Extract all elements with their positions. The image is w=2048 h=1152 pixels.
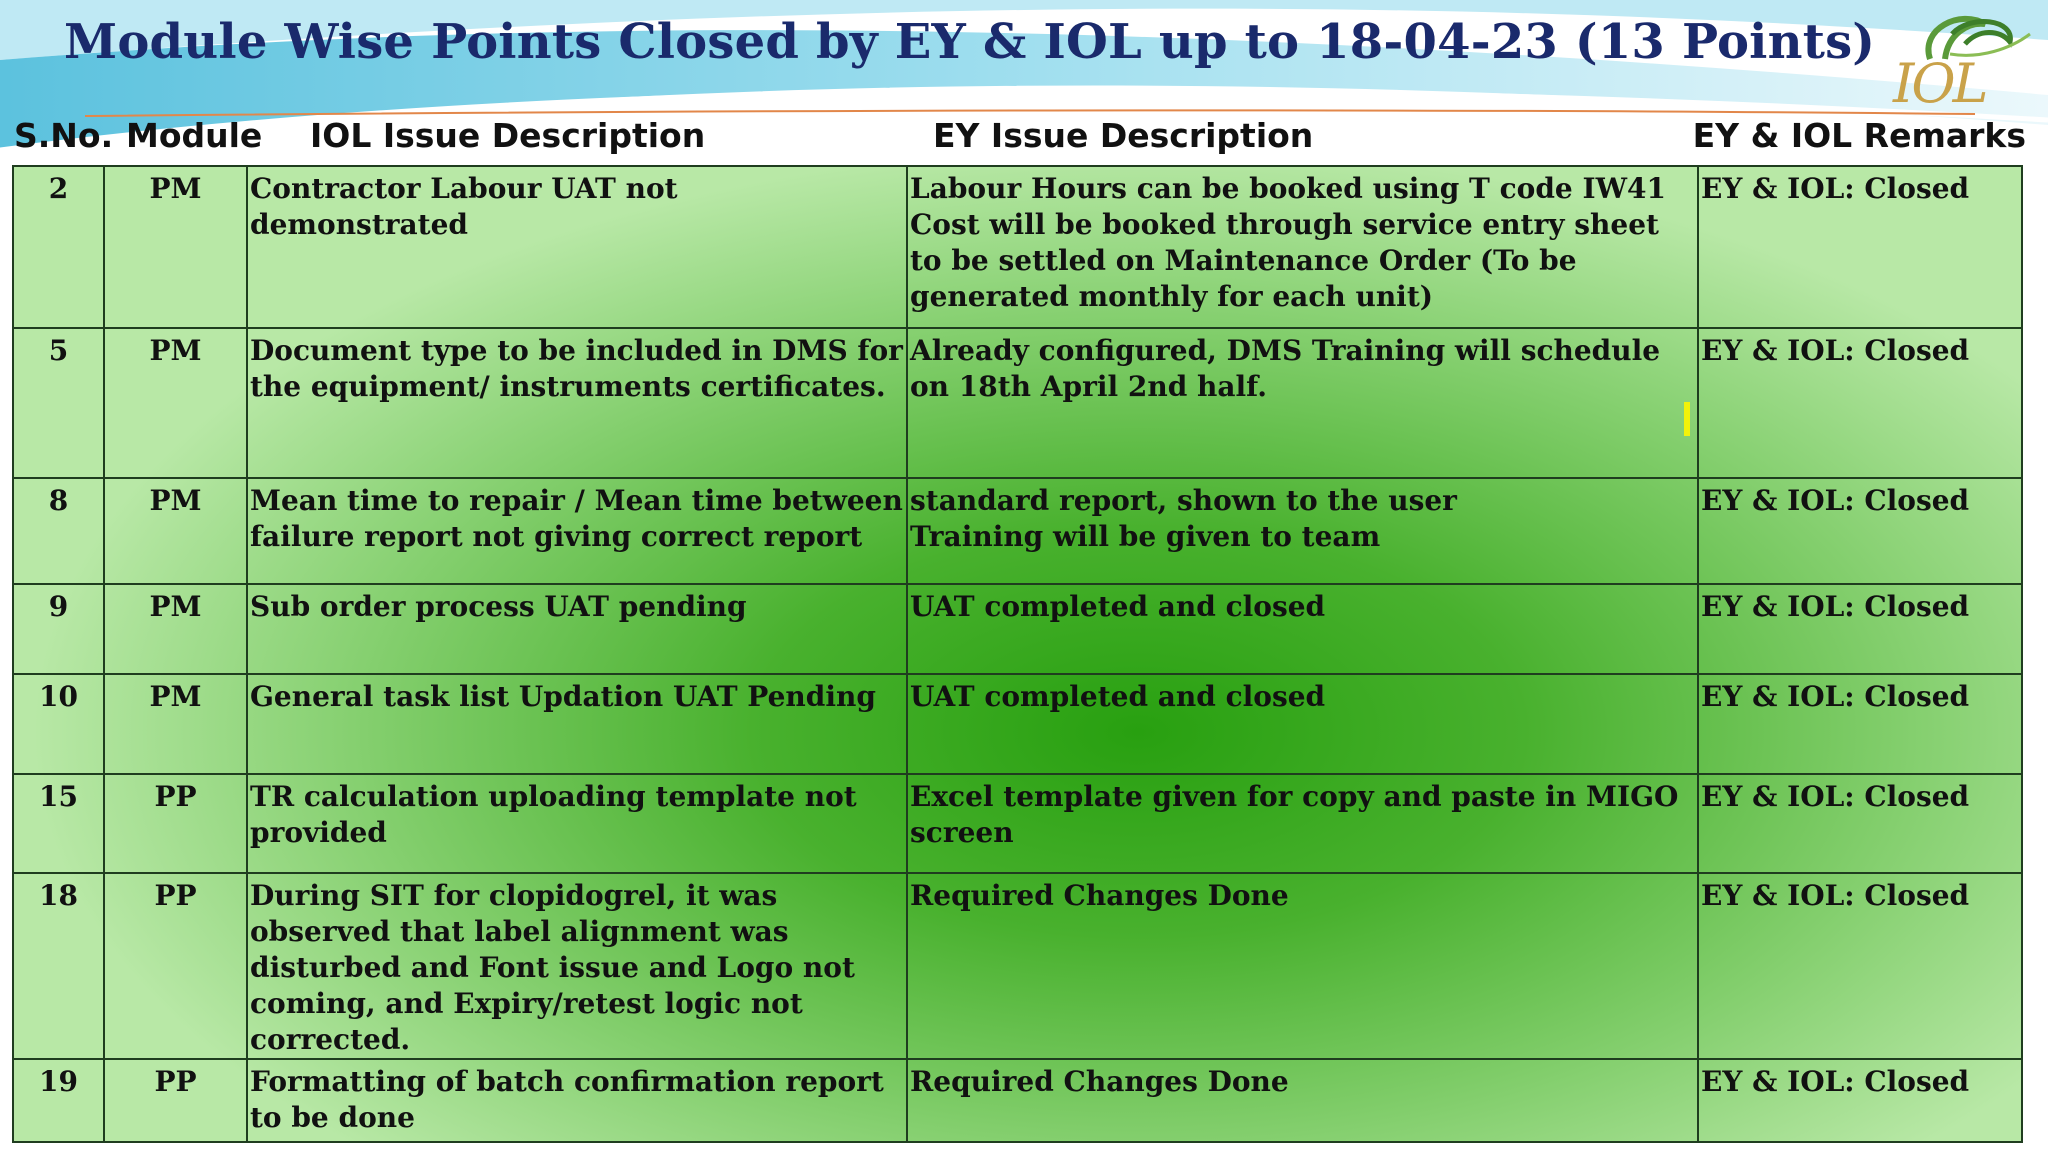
cell-module: PM [104,478,247,584]
cell-module: PP [104,873,247,1059]
header-remarks: EY & IOL Remarks [1692,116,2026,155]
table-row [13,774,2022,873]
cell-ey-issue: Labour Hours can be booked using T code IW41 Cost will be booked through service entry sheet to be settled on Maintenance Order (To be generated monthly for each unit) [907,166,1698,328]
cell-iol-issue: Mean time to repair / Mean time between failure report not giving correct report [247,478,907,584]
cell-sno: 19 [13,1059,104,1142]
cell-ey-issue: standard report, shown to the user Training will be given to team [907,478,1698,584]
cell-module: PM [104,166,247,328]
header-ey-issue: EY Issue Description [933,116,1314,155]
table-row [13,873,2022,1059]
table-row [13,584,2022,674]
cell-iol-issue: Formatting of batch confirmation report to be done [247,1059,907,1142]
cell-ey-issue: Already configured, DMS Training will schedule on 18th April 2nd half. [907,328,1698,478]
cell-sno: 5 [13,328,104,478]
cell-iol-issue: Document type to be included in DMS for the equipment/ instruments certificates. [247,328,907,478]
cell-module: PM [104,674,247,774]
cell-remarks: EY & IOL: Closed [1698,584,2022,674]
table-row [13,1059,2022,1142]
header-sno: S.No. [14,116,114,155]
header-iol-issue: IOL Issue Description [310,116,706,155]
cell-ey-issue: Required Changes Done [907,1059,1698,1142]
table-row [13,478,2022,584]
cell-remarks: EY & IOL: Closed [1698,166,2022,328]
cell-module: PP [104,774,247,873]
cell-remarks: EY & IOL: Closed [1698,478,2022,584]
cell-iol-issue: General task list Updation UAT Pending [247,674,907,774]
points-table-container [12,165,2023,1143]
table-row [13,166,2022,328]
cell-iol-issue: TR calculation uploading template not provided [247,774,907,873]
cell-sno: 8 [13,478,104,584]
cell-sno: 2 [13,166,104,328]
cell-remarks: EY & IOL: Closed [1698,774,2022,873]
cell-iol-issue: During SIT for clopidogrel, it was observed that label alignment was disturbed and Font issue and Logo not coming, and Expiry/retest logic not corrected. [247,873,907,1059]
table-row [13,674,2022,774]
cell-remarks: EY & IOL: Closed [1698,873,2022,1059]
cell-module: PP [104,1059,247,1142]
cell-sno: 10 [13,674,104,774]
cell-ey-issue: UAT completed and closed [907,584,1698,674]
cell-remarks: EY & IOL: Closed [1698,1059,2022,1142]
cell-sno: 18 [13,873,104,1059]
cell-iol-issue: Sub order process UAT pending [247,584,907,674]
points-table [12,165,2023,1143]
cell-remarks: EY & IOL: Closed [1698,674,2022,774]
slide-title: Module Wise Points Closed by EY & IOL up to 18-04-23 (13 Points) [64,14,1876,70]
table-row [13,328,2022,478]
cell-ey-issue: Required Changes Done [907,873,1698,1059]
cell-ey-issue: Excel template given for copy and paste in MIGO screen [907,774,1698,873]
text-cursor-marker [1684,402,1690,436]
cell-module: PM [104,328,247,478]
header-module: Module [126,116,263,155]
cell-module: PM [104,584,247,674]
cell-sno: 9 [13,584,104,674]
cell-sno: 15 [13,774,104,873]
logo-text: IOL [1893,52,1986,115]
cell-remarks: EY & IOL: Closed [1698,328,2022,478]
cell-ey-issue: UAT completed and closed [907,674,1698,774]
cell-iol-issue: Contractor Labour UAT not demonstrated [247,166,907,328]
